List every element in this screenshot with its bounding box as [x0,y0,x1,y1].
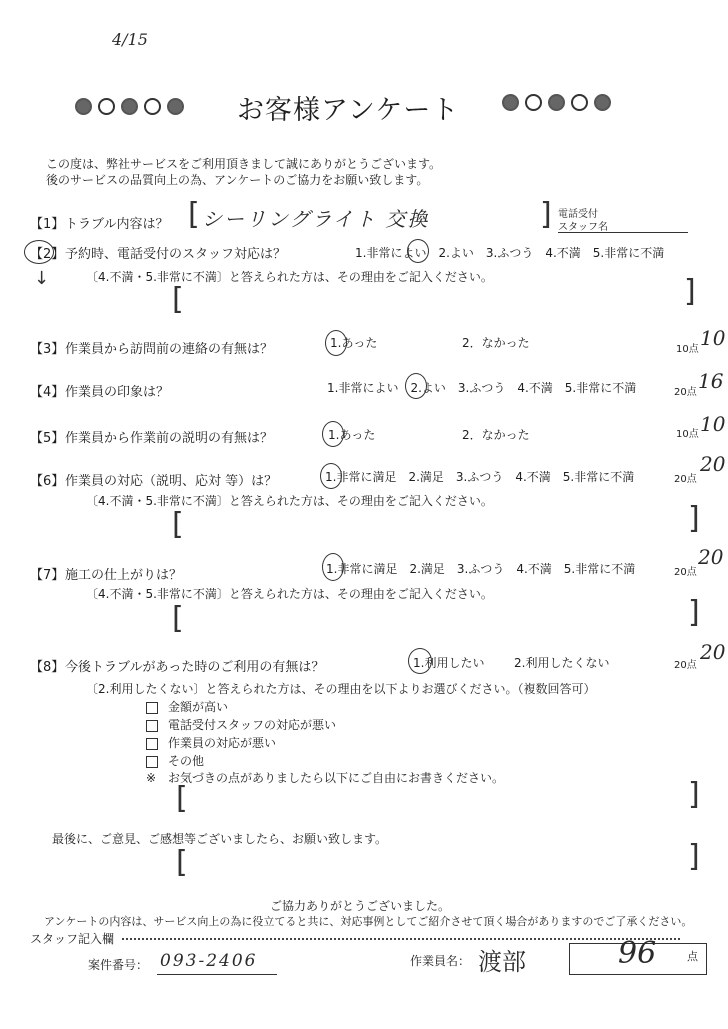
date-note: 4/15 [112,30,148,49]
q2-number: 【2】 [30,247,65,262]
q8-check-item: 電話受付スタッフの対応が悪い [146,716,336,733]
q6-score: 20 [700,452,726,476]
case-number-value: 093-2406 [160,951,258,971]
checkbox-icon [146,720,158,732]
q8-check-item: 金額が高い [146,698,228,715]
dot-icon [594,94,611,111]
q5-score: 10 [700,412,726,436]
checkbox-icon [146,756,158,768]
dot-icon [525,94,542,111]
staff-field-label: スタッフ記入欄 [30,932,115,946]
q2-arrow-icon: ↓ [34,268,50,289]
q8-selected-circle [408,648,432,674]
q2-text: 予約時、電話受付のスタッフ対応は？ [65,247,287,262]
q4-selected-circle [405,373,427,399]
q7-reason-bracket-right: ] [688,595,700,630]
case-number-label: 案件番号： [88,958,149,972]
checkbox-icon [146,738,158,750]
q8-check-item: 作業員の対応が悪い [146,734,276,751]
q4-options: 1.非常によい 2.よい 3.ふつう 4.不満 5.非常に不満 [327,381,637,395]
intro-line-2: 後のサービスの品質向上の為、アンケートのご協力をお願い致します。 [46,173,429,187]
q4-number: 【4】 [30,385,65,400]
q2-number-circle [24,240,54,264]
total-score-value: 96 [618,936,657,971]
q5-max-points: 10点 [676,429,699,440]
q1-number: 【1】 [30,217,65,232]
q2-reason-prompt: 〔4.不満・5.非常に不満〕と答えられた方は、その理由をご記入ください。 [86,270,493,284]
case-number-underline [157,974,277,975]
q3-option-1: 1.あった [330,336,378,350]
q6-max-points: 20点 [674,474,697,485]
q8-free-note: ※ お気づきの点がありましたら以下にご自由にお書きください。 [146,771,505,785]
q6-selected-circle [320,463,342,489]
q2-options: 1.非常によい 2.よい 3.ふつう 4.不満 5.非常に不満 [355,246,665,260]
staff-field-dotted-line [122,938,680,940]
q6-number: 【6】 [30,474,65,489]
q3-text: 作業員から訪問前の連絡の有無は？ [65,342,274,357]
q7-text: 施工の仕上がりは？ [65,568,183,583]
q8-free-bracket-right: ] [688,777,700,812]
q7-options: 1.非常に満足 2.満足 3.ふつう 4.不満 5.非常に不満 [326,562,636,576]
q6-options: 1.非常に満足 2.満足 3.ふつう 4.不満 5.非常に不満 [325,470,635,484]
q5-option-1: 1.あった [328,428,376,442]
q8-free-bracket-left: [ [176,781,188,816]
phone-staff-underline [558,232,688,233]
q2-reason-bracket-left: [ [172,282,184,317]
q3-score: 10 [700,326,726,350]
worker-name-value: 渡部 [478,948,526,976]
q8-followup-prompt: 〔2.利用したくない〕と答えられた方は、その理由を以下よりお選びください。（複数回答可） [86,682,596,696]
q2-reason-bracket-right: ] [684,274,696,309]
closing-bracket-right: ] [688,839,700,874]
q4-text: 作業員の印象は？ [65,385,170,400]
q5-number: 【5】 [30,431,65,446]
checkbox-icon [146,702,158,714]
q6-reason-bracket-left: [ [172,507,184,542]
q7-max-points: 20点 [674,567,697,578]
q3-selected-circle [325,330,347,356]
q8-option-2: 2.利用したくない [514,656,610,670]
q8-check-item: その他 [146,752,204,769]
q6-reason-prompt: 〔4.不満・5.非常に不満〕と答えられた方は、その理由をご記入ください。 [86,494,493,508]
q7-number: 【7】 [30,568,65,583]
intro-line-1: この度は、弊社サービスをご利用頂きまして誠にありがとうございます。 [46,157,442,171]
thanks-text: ご協力ありがとうございました。 [270,899,451,913]
dot-icon [75,98,92,115]
dot-icon [98,98,115,115]
q8-number: 【8】 [30,660,65,675]
right-dots-decoration [502,92,617,111]
q6-text: 作業員の対応（説明、応対 等）は？ [65,474,278,489]
q7-selected-circle [322,553,344,581]
q1-bracket-right: ] [540,197,552,232]
usage-note: アンケートの内容は、サービス向上の為に役立てると共に、対応事例としてご紹介させて頂く場合がありますのでご了承ください。 [44,915,693,928]
q1-text: トラブル内容は？ [65,217,169,232]
page-title: お客様アンケート [237,95,460,126]
q4-score: 16 [698,369,724,393]
q5-option-2: 2．なかった [462,428,530,442]
dot-icon [571,94,588,111]
dot-icon [548,94,565,111]
worker-name-label: 作業員名： [410,954,471,968]
dot-icon [121,98,138,115]
phone-staff-label-1: 電話受付 [558,209,598,220]
q4-max-points: 20点 [674,387,697,398]
dot-icon [502,94,519,111]
q6-reason-bracket-right: ] [688,501,700,536]
q3-max-points: 10点 [676,344,699,355]
q8-option-1: 1.利用したい [413,656,485,670]
dot-icon [144,98,161,115]
q7-reason-prompt: 〔4.不満・5.非常に不満〕と答えられた方は、その理由をご記入ください。 [86,587,493,601]
q1-answer: シーリングライト 交換 [202,207,430,231]
q8-max-points: 20点 [674,660,697,671]
q7-reason-bracket-left: [ [172,601,184,636]
q8-text: 今後トラブルがあった時のご利用の有無は？ [65,660,325,675]
closing-bracket-left: [ [176,845,188,880]
closing-note: 最後に、ご意見、ご感想等ございましたら、お願い致します。 [52,832,388,846]
q2-selected-circle [407,239,429,263]
phone-staff-label-2: スタッフ名 [558,222,608,233]
q1-bracket-left: [ [188,197,200,232]
q5-selected-circle [322,421,344,447]
q3-option-2: 2．なかった [462,336,530,350]
dot-icon [167,98,184,115]
left-dots-decoration [75,96,190,115]
q3-number: 【3】 [30,342,65,357]
q5-text: 作業員から作業前の説明の有無は？ [65,431,274,446]
q7-score: 20 [698,545,724,569]
q8-score: 20 [700,640,726,664]
points-unit: 点 [687,950,698,963]
